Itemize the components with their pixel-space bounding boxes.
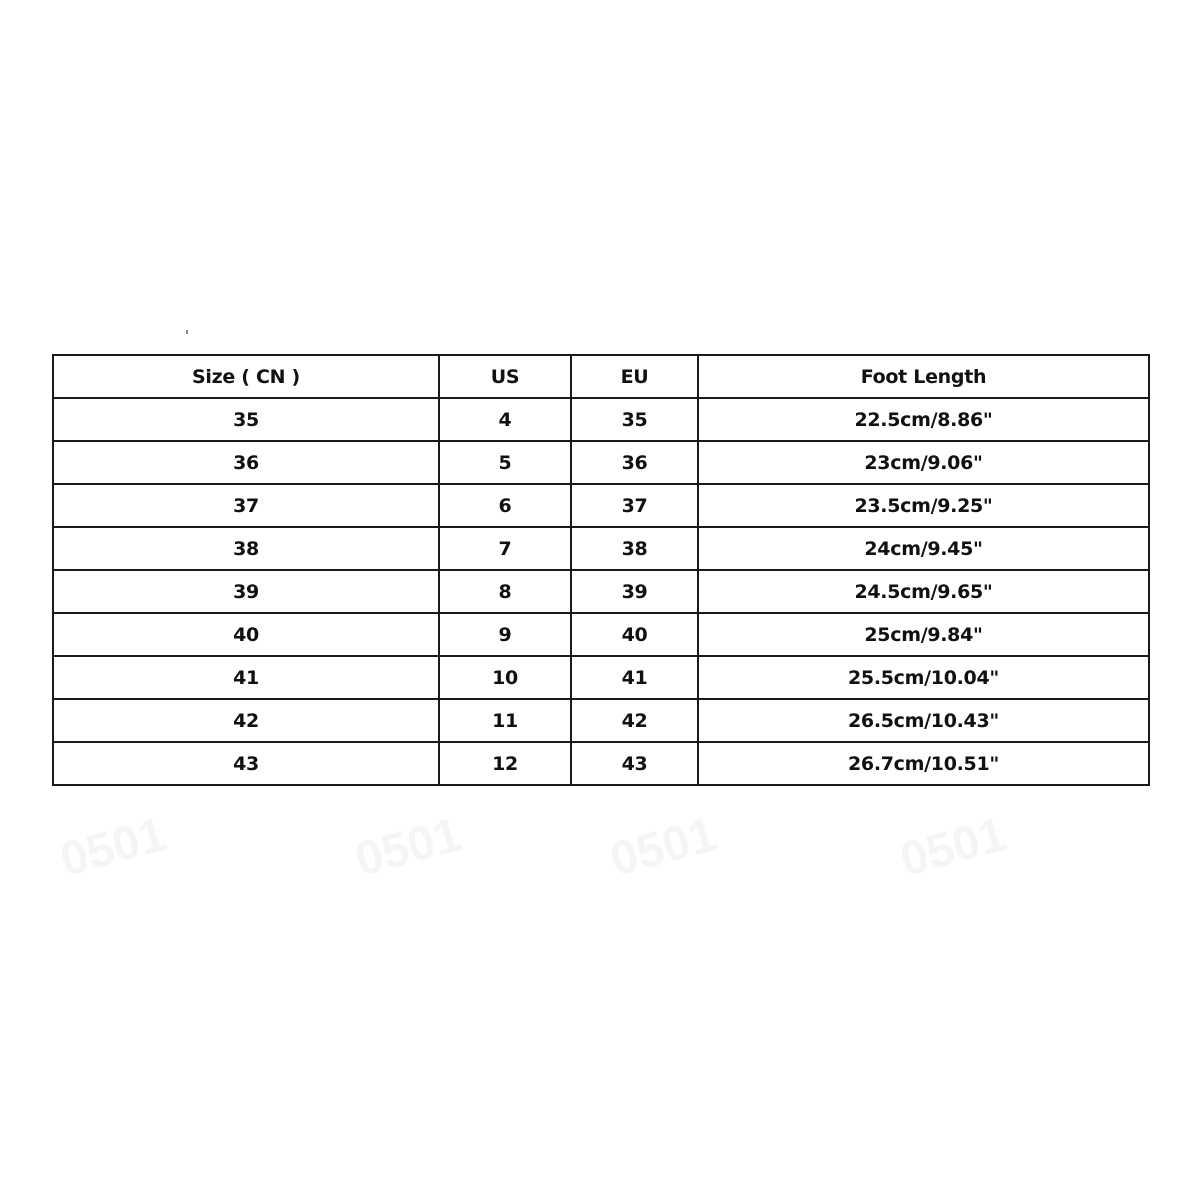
table-row bbox=[53, 656, 1149, 699]
cell-eu: 37 bbox=[571, 484, 698, 527]
cell-size-cn: 41 bbox=[53, 656, 439, 699]
cell-eu: 42 bbox=[571, 699, 698, 742]
cell-foot-length: 24cm/9.45" bbox=[698, 527, 1149, 570]
header-size-cn: Size ( CN ) bbox=[53, 355, 439, 398]
cell-foot-length: 24.5cm/9.65" bbox=[698, 570, 1149, 613]
cell-foot-length: 23cm/9.06" bbox=[698, 441, 1149, 484]
cell-eu: 36 bbox=[571, 441, 698, 484]
table-row bbox=[53, 570, 1149, 613]
cell-eu: 43 bbox=[571, 742, 698, 785]
cell-us: 10 bbox=[439, 656, 571, 699]
header-foot-length: Foot Length bbox=[698, 355, 1149, 398]
cell-us: 7 bbox=[439, 527, 571, 570]
cell-eu: 38 bbox=[571, 527, 698, 570]
header-row bbox=[53, 355, 1149, 398]
table-row bbox=[53, 699, 1149, 742]
size-chart-table bbox=[52, 354, 1150, 786]
cell-size-cn: 40 bbox=[53, 613, 439, 656]
table-row bbox=[53, 484, 1149, 527]
table-row bbox=[53, 742, 1149, 785]
cell-foot-length: 26.7cm/10.51" bbox=[698, 742, 1149, 785]
cell-foot-length: 25.5cm/10.04" bbox=[698, 656, 1149, 699]
cell-foot-length: 26.5cm/10.43" bbox=[698, 699, 1149, 742]
header-eu: EU bbox=[571, 355, 698, 398]
cell-size-cn: 38 bbox=[53, 527, 439, 570]
cell-size-cn: 42 bbox=[53, 699, 439, 742]
cell-us: 12 bbox=[439, 742, 571, 785]
watermark bbox=[605, 807, 722, 888]
cell-us: 5 bbox=[439, 441, 571, 484]
cell-us: 6 bbox=[439, 484, 571, 527]
cell-eu: 35 bbox=[571, 398, 698, 441]
cell-foot-length: 22.5cm/8.86" bbox=[698, 398, 1149, 441]
cell-size-cn: 37 bbox=[53, 484, 439, 527]
cell-size-cn: 36 bbox=[53, 441, 439, 484]
watermark bbox=[895, 807, 1012, 888]
header-us: US bbox=[439, 355, 571, 398]
table-row bbox=[53, 441, 1149, 484]
table-row bbox=[53, 527, 1149, 570]
cell-foot-length: 23.5cm/9.25" bbox=[698, 484, 1149, 527]
watermark bbox=[350, 807, 467, 888]
table-row bbox=[53, 613, 1149, 656]
cell-foot-length: 25cm/9.84" bbox=[698, 613, 1149, 656]
cell-us: 8 bbox=[439, 570, 571, 613]
cell-eu: 41 bbox=[571, 656, 698, 699]
cell-us: 11 bbox=[439, 699, 571, 742]
cell-size-cn: 43 bbox=[53, 742, 439, 785]
cell-us: 4 bbox=[439, 398, 571, 441]
cell-size-cn: 35 bbox=[53, 398, 439, 441]
watermark bbox=[55, 807, 172, 888]
cell-eu: 39 bbox=[571, 570, 698, 613]
cell-us: 9 bbox=[439, 613, 571, 656]
cell-eu: 40 bbox=[571, 613, 698, 656]
stray-mark bbox=[186, 330, 188, 334]
cell-size-cn: 39 bbox=[53, 570, 439, 613]
table-row bbox=[53, 398, 1149, 441]
